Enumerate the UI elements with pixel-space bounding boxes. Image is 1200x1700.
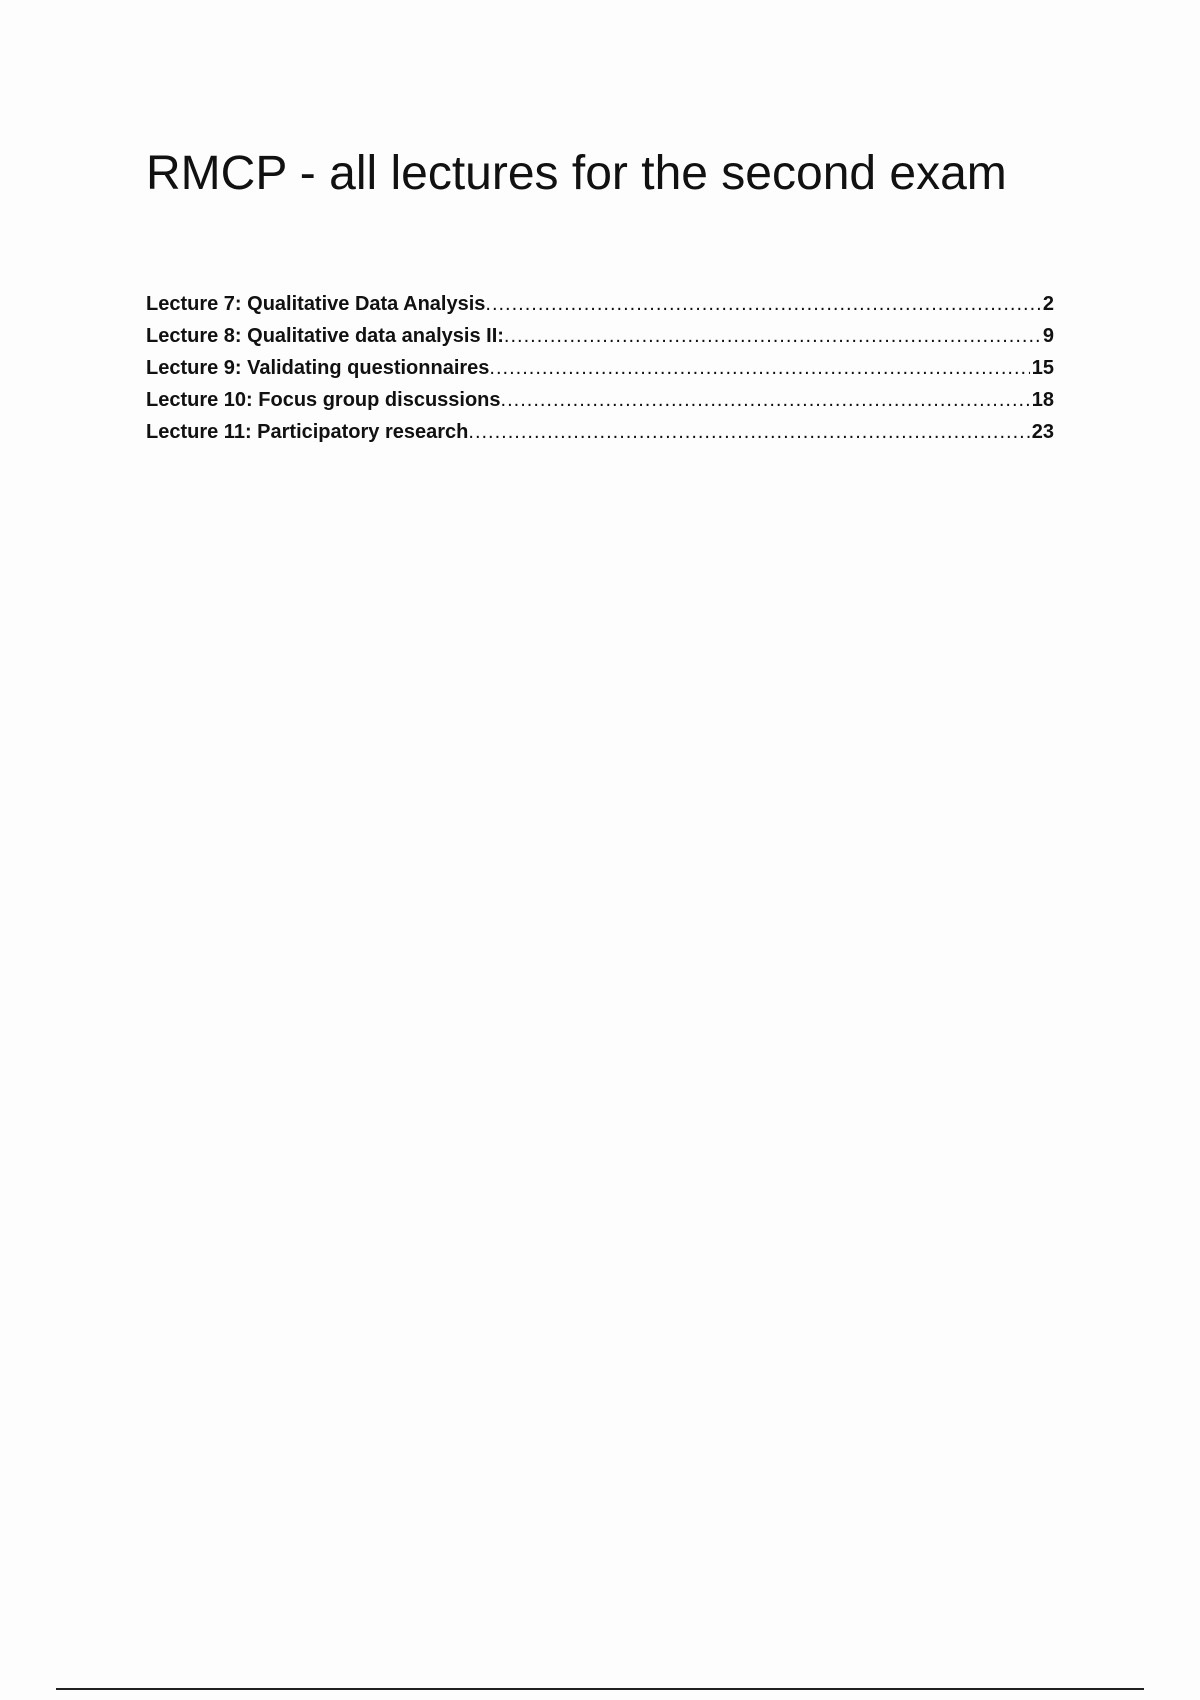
toc-dot-leader	[468, 416, 1029, 448]
toc-entry-lecture-7[interactable]	[146, 288, 1054, 320]
toc-entry-page-number: 15	[1031, 357, 1054, 379]
toc-entry-page-number: 2	[1042, 293, 1054, 315]
toc-dot-leader	[504, 320, 1041, 352]
toc-dot-leader	[485, 288, 1040, 320]
toc-entry-label: Lecture 8: Qualitative data analysis II:	[146, 325, 504, 347]
toc-dot-leader	[501, 384, 1030, 416]
toc-entry-page-number: 9	[1042, 325, 1054, 347]
toc-entry-page-number: 23	[1031, 421, 1054, 443]
toc-entry-label: Lecture 9: Validating questionnaires	[146, 357, 490, 379]
toc-entry-lecture-11[interactable]	[146, 416, 1054, 448]
toc-entry-lecture-8[interactable]	[146, 320, 1054, 352]
page-bottom-rule	[56, 1688, 1144, 1690]
toc-entry-label: Lecture 10: Focus group discussions	[146, 389, 501, 411]
toc-entry-lecture-10[interactable]	[146, 384, 1054, 416]
document-title: RMCP - all lectures for the second exam	[146, 147, 1007, 200]
toc-entry-label: Lecture 11: Participatory research	[146, 421, 469, 443]
toc-entry-page-number: 18	[1031, 389, 1054, 411]
toc-entry-lecture-9[interactable]	[146, 352, 1054, 384]
table-of-contents	[146, 288, 1054, 448]
toc-entry-label: Lecture 7: Qualitative Data Analysis	[146, 293, 486, 315]
toc-dot-leader	[489, 352, 1029, 384]
